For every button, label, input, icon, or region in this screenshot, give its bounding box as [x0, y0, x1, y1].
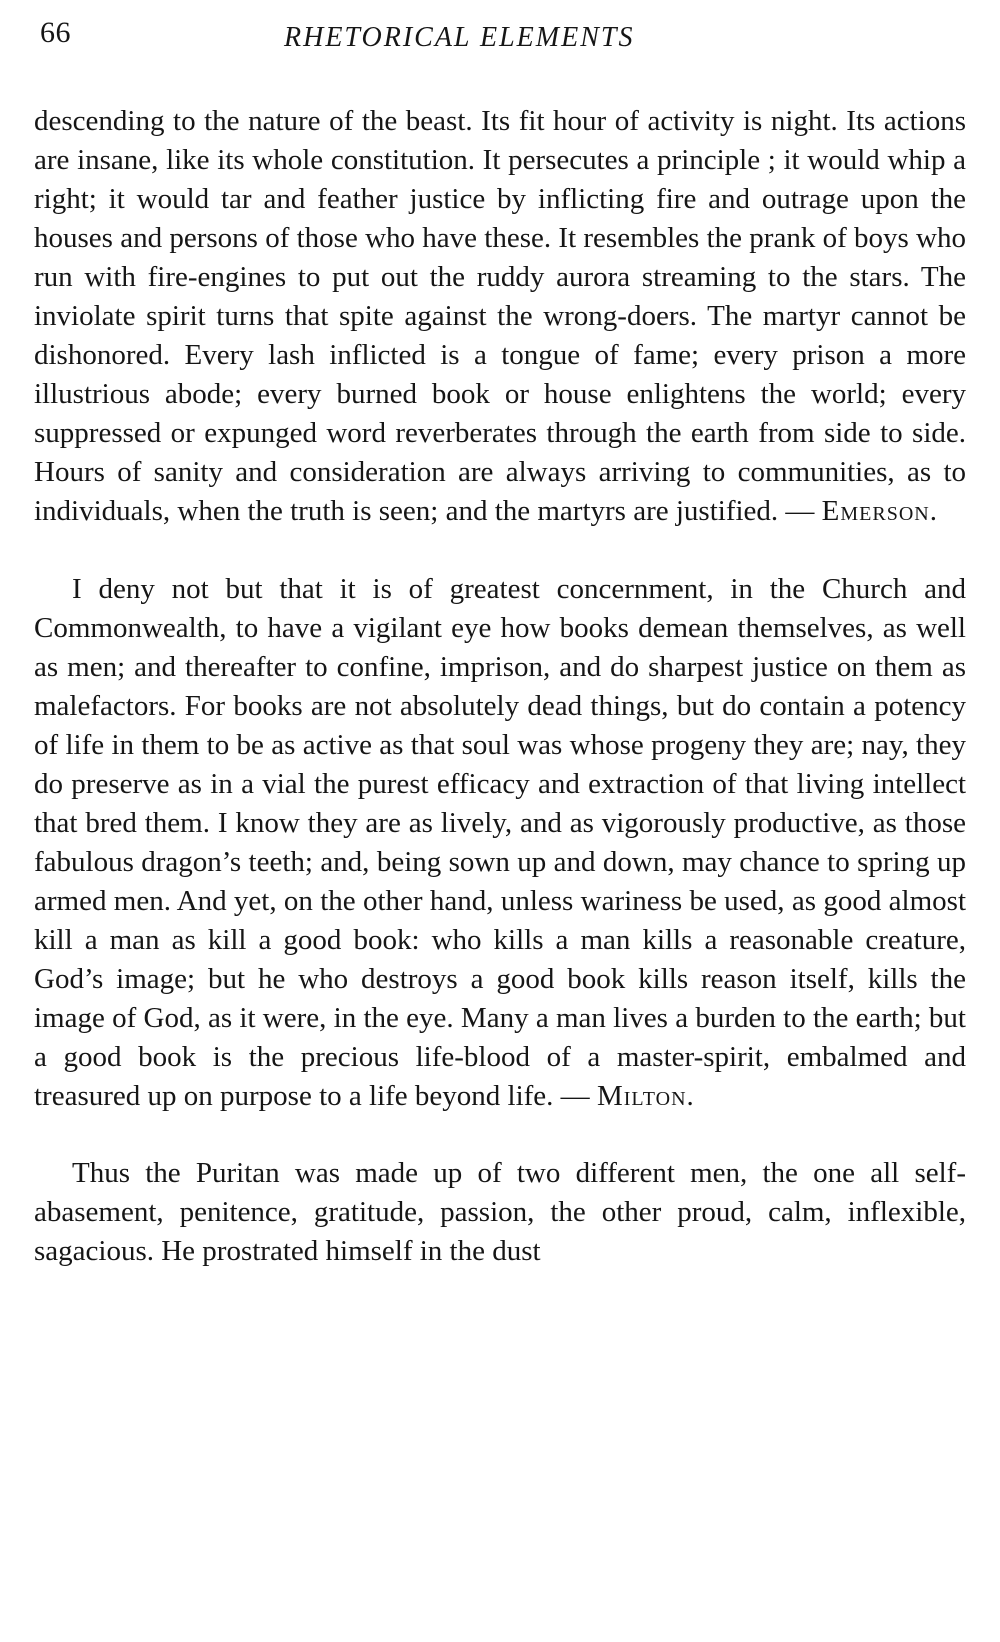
page-number: 66	[40, 16, 71, 49]
passage-text: descending to the nature of the beast. Its fit hour of activity is night. Its actions are insane, like its whole constitution. It persecutes a principle ; it would whip a right; it would tar and feather justice by inflicting fire and outrage upon the houses and persons of those who have these. It resembles the prank of boys who run with fire-engines to put out the ruddy aurora streaming to the stars. The inviolate spirit turns that spite against the wrong-doers. The martyr cannot be dishonored. Every lash inflicted is a tongue of fame; every prison a more illustrious abode; every burned book or house enlightens the world; every suppressed or expunged word reverberates through the earth from side to side. Hours of sanity and consideration are always arriving to communities, as to individuals, when the truth is seen; and the martyrs are justified. —	[34, 105, 966, 527]
passage-text: I deny not but that it is of greatest concernment, in the Church and Commonwealth, to have a vigilant eye how books demean themselves, as well as men; and thereafter to confine, imprison, and do sharpest justice on them as malefactors. For books are not absolutely dead things, but do contain a potency of life in them to be as active as that soul was whose progeny they are; nay, they do preserve as in a vial the purest efficacy and extraction of that living intellect that bred them. I know they are as lively, and as vigorously productive, as those fabulous dragon’s teeth; and, being sown up and down, may chance to spring up armed men. And yet, on the other hand, unless wariness be used, as good almost kill a man as kill a good book: who kills a man kills a reasonable creature, God’s image; but he who destroys a good book kills reason itself, kills the image of God, as it were, in the eye. Many a man lives a burden to the earth; but a good book is the precious life-blood of a master-spirit, embalmed and treasured up on purpose to a life beyond life. —	[34, 573, 966, 1112]
author-attribution: Emerson.	[821, 495, 938, 527]
running-head: RHETORICAL ELEMENTS	[284, 22, 635, 53]
puritan-passage	[34, 1154, 966, 1271]
page-header	[34, 0, 966, 60]
milton-passage	[34, 570, 966, 1116]
emerson-passage	[34, 102, 966, 531]
passage-text: Thus the Puritan was made up of two different men, the one all self-abasement, penitence, gratitude, passion, the other proud, calm, inflexible, sagacious. He prostrated himself in the dust	[34, 1157, 966, 1267]
book-page	[34, 0, 966, 1642]
author-attribution: Milton.	[596, 1080, 695, 1112]
